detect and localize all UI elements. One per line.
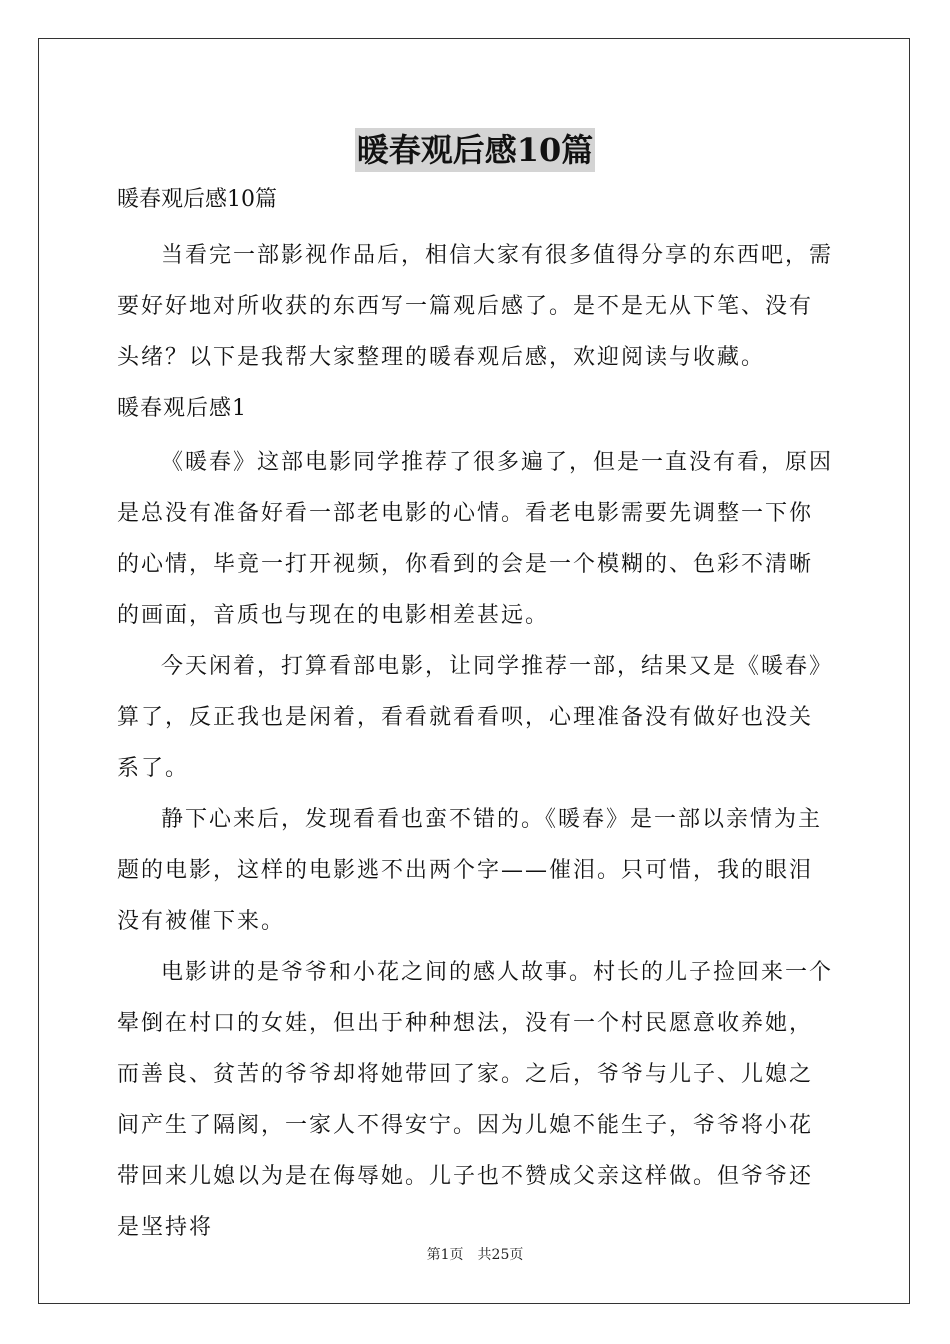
document-title: 暖春观后感10篇	[355, 128, 596, 172]
body-paragraph-1: 《暖春》这部电影同学推荐了很多遍了，但是一直没有看，原因是总没有准备好看一部老电影的心情。看老电影需要先调整一下你的心情，毕竟一打开视频，你看到的会是一个模糊的、色彩不清晰的画面，音质也与现在的电影相差甚远。	[117, 450, 834, 628]
body-paragraph-2: 今天闲着，打算看部电影，让同学推荐一部，结果又是《暖春》算了，反正我也是闲着，看看就看看呗，心理准备没有做好也没关系了。	[117, 654, 834, 781]
page-footer: 第1页 共25页	[426, 1247, 524, 1263]
section-heading: 暖春观后感1	[117, 396, 247, 421]
title-container	[0, 128, 950, 172]
document-body	[117, 180, 833, 1253]
intro-paragraph: 当看完一部影视作品后，相信大家有很多值得分享的东西吧，需要好好地对所收获的东西写一篇观后感了。是不是无从下笔、没有头绪？以下是我帮大家整理的暖春观后感，欢迎阅读与收藏。	[117, 243, 834, 370]
body-paragraph-3: 静下心来后，发现看看也蛮不错的。《暖春》是一部以亲情为主题的电影，这样的电影逃不出两个字——催泪。只可惜，我的眼泪没有被催下来。	[117, 807, 823, 934]
document-subtitle: 暖春观后感10篇	[117, 187, 277, 212]
body-paragraph-4: 电影讲的是爷爷和小花之间的感人故事。村长的儿子捡回来一个晕倒在村口的女娃，但出于种种想法，没有一个村民愿意收养她，而善良、贫苦的爷爷却将她带回了家。之后，爷爷与儿子、儿媳之间产生了隔阂，一家人不得安宁。因为儿媳不能生子，爷爷将小花带回来儿媳以为是在侮辱她。儿子也不赞成父亲这样做。但爷爷还是坚持将	[117, 960, 834, 1240]
